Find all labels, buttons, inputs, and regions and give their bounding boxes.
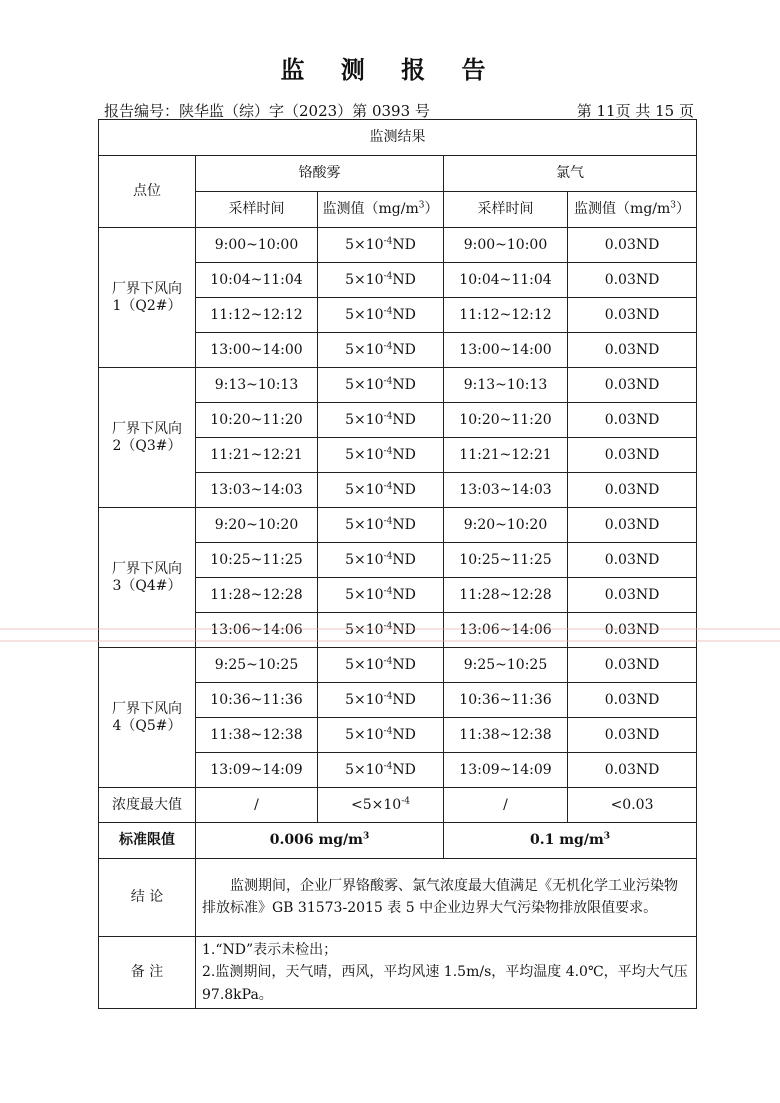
chromic-value-suffix: ND bbox=[392, 621, 416, 638]
unit-suffix: ） bbox=[676, 201, 691, 218]
chlorine-sampling-time: 13:09~14:09 bbox=[444, 753, 568, 788]
point-name: 厂界下风向 bbox=[112, 560, 182, 577]
unit-exponent: 3 bbox=[418, 200, 425, 211]
chlorine-value: 0.03ND bbox=[568, 298, 697, 333]
chromic-value-suffix: ND bbox=[392, 446, 416, 463]
subheader-sampling-time: 采样时间 bbox=[196, 192, 318, 228]
chromic-sampling-time: 11:38~12:38 bbox=[196, 718, 318, 753]
chromic-sampling-time: 9:13~10:13 bbox=[196, 368, 318, 403]
chlorine-sampling-time: 11:21~12:21 bbox=[444, 438, 568, 473]
chromic-sampling-time: 10:36~11:36 bbox=[196, 683, 318, 718]
chromic-value-suffix: ND bbox=[392, 656, 416, 673]
chromic-value bbox=[318, 473, 444, 508]
chromic-value-exponent: -4 bbox=[383, 235, 393, 246]
table-footer bbox=[99, 788, 697, 1009]
chlorine-value: 0.03ND bbox=[568, 403, 697, 438]
chromic-sampling-time: 13:00~14:00 bbox=[196, 333, 318, 368]
chromic-value-exponent: -4 bbox=[383, 305, 393, 316]
page-info: 第 11页 共 15 页 bbox=[576, 102, 694, 120]
chromic-value bbox=[318, 613, 444, 648]
chlorine-sampling-time: 10:25~11:25 bbox=[444, 543, 568, 578]
chromic-value-base: 5×10 bbox=[345, 726, 384, 743]
chromic-sampling-time: 13:03~14:03 bbox=[196, 473, 318, 508]
max-row-chromic-value bbox=[318, 788, 444, 823]
chromic-value-suffix: ND bbox=[392, 761, 416, 778]
remark-line-2: 2.监测期间，天气晴，西风，平均风速 1.5m/s，平均温度 4.0℃，平均大气压 97.8kPa。 bbox=[202, 964, 688, 1003]
chromic-sampling-time: 10:25~11:25 bbox=[196, 543, 318, 578]
chlorine-value: 0.03ND bbox=[568, 263, 697, 298]
table-row bbox=[99, 648, 697, 683]
scan-artifact-line bbox=[0, 640, 780, 642]
chlorine-sampling-time: 9:00~10:00 bbox=[444, 228, 568, 263]
point-code: 4（Q5#） bbox=[112, 717, 182, 734]
max-row-label: 浓度最大值 bbox=[99, 788, 196, 823]
chlorine-sampling-time: 9:25~10:25 bbox=[444, 648, 568, 683]
point-cell bbox=[99, 648, 196, 788]
unit-prefix: 监测值（mg/m bbox=[574, 201, 671, 218]
subheader-measured-value bbox=[568, 192, 697, 228]
chromic-value-base: 5×10 bbox=[345, 551, 384, 568]
limit-chromic-exponent: 3 bbox=[362, 831, 370, 842]
column-header-point: 点位 bbox=[99, 156, 196, 228]
chromic-value-base: 5×10 bbox=[345, 481, 384, 498]
chromic-value-base: 5×10 bbox=[345, 586, 384, 603]
table-body bbox=[99, 120, 697, 788]
chromic-sampling-time: 11:21~12:21 bbox=[196, 438, 318, 473]
chromic-value-base: 5×10 bbox=[345, 761, 384, 778]
conclusion-text: 监测期间，企业厂界铬酸雾、氯气浓度最大值满足《无机化学工业污染物排放标准》GB 31573-2015 表 5 中企业边界大气污染物排放限值要求。 bbox=[196, 859, 697, 937]
chromic-value-exponent: -4 bbox=[383, 725, 393, 736]
chromic-value-suffix: ND bbox=[392, 516, 416, 533]
subheader-sampling-time: 采样时间 bbox=[444, 192, 568, 228]
unit-prefix: 监测值（mg/m bbox=[322, 201, 419, 218]
chlorine-value: 0.03ND bbox=[568, 473, 697, 508]
chromic-sampling-time: 11:12~12:12 bbox=[196, 298, 318, 333]
scan-artifact-line bbox=[0, 628, 780, 630]
chromic-value bbox=[318, 403, 444, 438]
table-row bbox=[99, 368, 697, 403]
max-row-time-2: / bbox=[444, 788, 568, 823]
chlorine-value: 0.03ND bbox=[568, 438, 697, 473]
conclusion-label: 结 论 bbox=[99, 859, 196, 937]
chromic-value-exponent: -4 bbox=[383, 375, 393, 386]
chromic-value-exponent: -4 bbox=[383, 585, 393, 596]
limit-chlorine-exponent: 3 bbox=[603, 831, 611, 842]
group-header-chlorine: 氯气 bbox=[444, 156, 697, 192]
chromic-value-suffix: ND bbox=[392, 726, 416, 743]
group-header-chromic-acid-mist: 铬酸雾 bbox=[196, 156, 444, 192]
chromic-sampling-time: 9:20~10:20 bbox=[196, 508, 318, 543]
point-code: 1（Q2#） bbox=[112, 297, 182, 314]
report-number: 报告编号：陕华监（综）字（2023）第 0393 号 bbox=[104, 102, 430, 120]
chromic-value-base: 5×10 bbox=[345, 691, 384, 708]
chlorine-value: 0.03ND bbox=[568, 543, 697, 578]
chlorine-sampling-time: 9:20~10:20 bbox=[444, 508, 568, 543]
chromic-value-suffix: ND bbox=[392, 306, 416, 323]
limit-chlorine-prefix: 0.1 mg/m bbox=[530, 832, 604, 849]
point-name: 厂界下风向 bbox=[112, 280, 182, 297]
chlorine-value: 0.03ND bbox=[568, 753, 697, 788]
chlorine-sampling-time: 11:12~12:12 bbox=[444, 298, 568, 333]
chromic-value bbox=[318, 648, 444, 683]
chromic-value bbox=[318, 228, 444, 263]
chromic-value-exponent: -4 bbox=[383, 760, 393, 771]
chromic-value bbox=[318, 753, 444, 788]
chromic-sampling-time: 13:09~14:09 bbox=[196, 753, 318, 788]
chromic-value-suffix: ND bbox=[392, 551, 416, 568]
remark-line-1: 1.“ND”表示未检出； bbox=[202, 942, 338, 958]
subheader-measured-value bbox=[318, 192, 444, 228]
chromic-value-exponent: -4 bbox=[383, 270, 393, 281]
chlorine-value: 0.03ND bbox=[568, 508, 697, 543]
chromic-value-exponent: -4 bbox=[383, 445, 393, 456]
unit-exponent: 3 bbox=[670, 200, 677, 211]
chromic-value-suffix: ND bbox=[392, 481, 416, 498]
chromic-sampling-time: 10:20~11:20 bbox=[196, 403, 318, 438]
point-name: 厂界下风向 bbox=[112, 700, 182, 717]
limit-row-label: 标准限值 bbox=[99, 823, 196, 859]
remarks-text bbox=[196, 937, 697, 1009]
max-row-chlorine-value: <0.03 bbox=[568, 788, 697, 823]
limit-chromic-prefix: 0.006 mg/m bbox=[269, 832, 363, 849]
chromic-value-base: 5×10 bbox=[345, 411, 384, 428]
chromic-value-exponent: -4 bbox=[383, 655, 393, 666]
point-cell bbox=[99, 368, 196, 508]
chromic-sampling-time: 9:00~10:00 bbox=[196, 228, 318, 263]
chlorine-sampling-time: 11:28~12:28 bbox=[444, 578, 568, 613]
chromic-sampling-time: 13:06~14:06 bbox=[196, 613, 318, 648]
chromic-value-suffix: ND bbox=[392, 376, 416, 393]
chlorine-sampling-time: 10:04~11:04 bbox=[444, 263, 568, 298]
chlorine-sampling-time: 13:00~14:00 bbox=[444, 333, 568, 368]
point-name: 厂界下风向 bbox=[112, 420, 182, 437]
chromic-sampling-time: 11:28~12:28 bbox=[196, 578, 318, 613]
chromic-value bbox=[318, 263, 444, 298]
monitoring-results-table bbox=[98, 119, 697, 1009]
max-row-time-1: / bbox=[196, 788, 318, 823]
limit-chromic bbox=[196, 823, 444, 859]
chlorine-value: 0.03ND bbox=[568, 578, 697, 613]
chromic-value-base: 5×10 bbox=[345, 341, 384, 358]
chromic-value-base: 5×10 bbox=[345, 656, 384, 673]
remarks-label: 备 注 bbox=[99, 937, 196, 1009]
chromic-value-suffix: ND bbox=[392, 236, 416, 253]
chlorine-value: 0.03ND bbox=[568, 333, 697, 368]
chromic-value-base: 5×10 bbox=[345, 376, 384, 393]
max-chromic-prefix: <5×10 bbox=[351, 796, 402, 813]
chromic-value bbox=[318, 508, 444, 543]
point-code: 2（Q3#） bbox=[112, 437, 182, 454]
chlorine-value: 0.03ND bbox=[568, 228, 697, 263]
chromic-value bbox=[318, 718, 444, 753]
chromic-value bbox=[318, 578, 444, 613]
chromic-value bbox=[318, 333, 444, 368]
chromic-value-suffix: ND bbox=[392, 341, 416, 358]
chlorine-value: 0.03ND bbox=[568, 368, 697, 403]
chlorine-value: 0.03ND bbox=[568, 648, 697, 683]
chlorine-sampling-time: 9:13~10:13 bbox=[444, 368, 568, 403]
chlorine-sampling-time: 13:03~14:03 bbox=[444, 473, 568, 508]
chromic-value-exponent: -4 bbox=[383, 410, 393, 421]
chromic-value-exponent: -4 bbox=[383, 690, 393, 701]
section-title: 监测结果 bbox=[99, 120, 697, 156]
chromic-value-exponent: -4 bbox=[383, 620, 393, 631]
max-chromic-exponent: -4 bbox=[401, 795, 410, 806]
chromic-sampling-time: 10:04~11:04 bbox=[196, 263, 318, 298]
chromic-sampling-time: 9:25~10:25 bbox=[196, 648, 318, 683]
chromic-value bbox=[318, 683, 444, 718]
chlorine-sampling-time: 10:36~11:36 bbox=[444, 683, 568, 718]
chromic-value-exponent: -4 bbox=[383, 340, 393, 351]
chlorine-value: 0.03ND bbox=[568, 718, 697, 753]
chromic-value-exponent: -4 bbox=[383, 480, 393, 491]
chromic-value-suffix: ND bbox=[392, 411, 416, 428]
limit-chlorine bbox=[444, 823, 697, 859]
report-title: 监 测 报 告 bbox=[280, 56, 500, 84]
chromic-value-base: 5×10 bbox=[345, 271, 384, 288]
chromic-value-exponent: -4 bbox=[383, 550, 393, 561]
point-code: 3（Q4#） bbox=[112, 577, 182, 594]
table-row bbox=[99, 508, 697, 543]
point-cell bbox=[99, 508, 196, 648]
chromic-value bbox=[318, 298, 444, 333]
chromic-value-exponent: -4 bbox=[383, 515, 393, 526]
point-cell bbox=[99, 228, 196, 368]
chlorine-value: 0.03ND bbox=[568, 683, 697, 718]
chlorine-value: 0.03ND bbox=[568, 613, 697, 648]
chromic-value-suffix: ND bbox=[392, 691, 416, 708]
chromic-value-base: 5×10 bbox=[345, 516, 384, 533]
chromic-value bbox=[318, 543, 444, 578]
chlorine-sampling-time: 11:38~12:38 bbox=[444, 718, 568, 753]
chromic-value-base: 5×10 bbox=[345, 306, 384, 323]
table-row bbox=[99, 228, 697, 263]
chlorine-sampling-time: 13:06~14:06 bbox=[444, 613, 568, 648]
chromic-value bbox=[318, 438, 444, 473]
chromic-value-base: 5×10 bbox=[345, 621, 384, 638]
chromic-value-suffix: ND bbox=[392, 271, 416, 288]
unit-suffix: ） bbox=[424, 201, 439, 218]
chromic-value-suffix: ND bbox=[392, 586, 416, 603]
chlorine-sampling-time: 10:20~11:20 bbox=[444, 403, 568, 438]
chromic-value-base: 5×10 bbox=[345, 236, 384, 253]
chromic-value-base: 5×10 bbox=[345, 446, 384, 463]
chromic-value bbox=[318, 368, 444, 403]
